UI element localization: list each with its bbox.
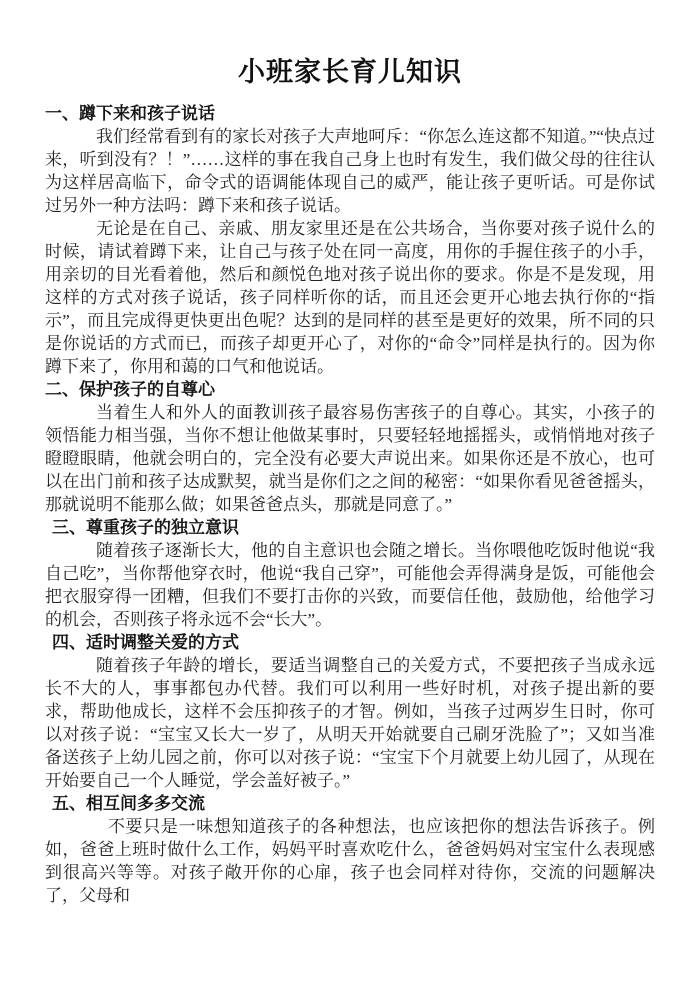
section-respect-independence	[45, 516, 655, 631]
paragraph: 不要只是一味想知道孩子的各种想法，也应该把你的想法告诉孩子。例如，爸爸上班时做什么工作，妈妈平时喜欢吃什么，爸爸妈妈对宝宝什么表现感到很高兴等等。对孩子敞开你的心扉，孩子也会同样对待你，交流的问题解决了，父母和	[45, 817, 655, 905]
paragraph: 当着生人和外人的面教训孩子最容易伤害孩子的自尊心。其实，小孩子的领悟能力相当强，当你不想让他做某事时，只要轻轻地摇摇头，或悄悄地对孩子瞪瞪眼睛，他就会明白的，完全没有必要大声说出来。如果你还是不放心，也可以在出门前和孩子达成默契，就当是你们之之间的秘密：“如果你看见爸爸摇头，那就说明不能那么做；如果爸爸点头，那就是同意了。”	[45, 403, 655, 514]
section-heading-1: 一、蹲下来和孩子说话	[45, 104, 215, 123]
document-title: 小班家长育儿知识	[238, 57, 462, 87]
section-heading-3: 三、尊重孩子的独立意识	[52, 518, 239, 537]
paragraph: 随着孩子年龄的增长，要适当调整自己的关爱方式，不要把孩子当成永远长不大的人，事事都包办代替。我们可以利用一些好时机，对孩子提出新的要求，帮助他成长，这样不会压抑孩子的才智。例如，当孩子过两岁生日时，你可以对孩子说：“宝宝又长大一岁了，从明天开始就要自己刷牙洗脸了”；又如当准备送孩子上幼儿园之前，你可以对孩子说：“宝宝下个月就要上幼儿园了，从现在开始要自己一个人睡觉，学会盖好被子。”	[45, 656, 655, 790]
section-mutual-communication	[45, 792, 655, 907]
paragraph: 随着孩子逐渐长大，他的自主意识也会随之增长。当你喂他吃饭时他说“我自己吃”，当你帮他穿衣时，他说“我自己穿”，可能他会弄得满身是饭，可能他会把衣服穿得一团糟，但我们不要打击你的兴致，而要信任他，鼓励他，给他学习的机会，否则孩子将永远不会“长大”。	[45, 541, 655, 629]
section-heading-4: 四、适时调整关爱的方式	[52, 633, 239, 652]
section-adjust-care-style	[45, 631, 655, 792]
section-heading-2: 二、保护孩子的自尊心	[45, 380, 215, 399]
section-heading-5: 五、相互间多多交流	[52, 794, 205, 813]
section-squat-down-to-talk	[45, 102, 655, 378]
paragraph: 无论是在自己、亲戚、朋友家里还是在公共场合，当你要对孩子说什么的时候，请试着蹲下来，让自己与孩子处在同一高度，用你的手握住孩子的小手，用亲切的目光看着他，然后和颜悦色地对孩子说出你的要求。你是不是发现，用这样的方式对孩子说话，孩子同样听你的话，而且还会更开心地去执行你的“指示”，而且完成得更快更出色呢？达到的是同样的甚至是更好的效果，所不同的只是你说话的方式而已，而孩子却更开心了，对你的“命令”同样是执行的。因为你蹲下来了，你用和蔼的口气和他说话。	[45, 219, 655, 376]
paragraph: 我们经常看到有的家长对孩子大声地呵斥：“你怎么连这都不知道。”“快点过来，听到没有？！”……这样的事在我自己身上也时有发生，我们做父母的往往认为这样居高临下，命令式的语调能体现自己的威严，能让孩子更听话。可是你试过另外一种方法吗：蹲下来和孩子说话。	[45, 127, 655, 215]
section-protect-self-esteem	[45, 378, 655, 516]
